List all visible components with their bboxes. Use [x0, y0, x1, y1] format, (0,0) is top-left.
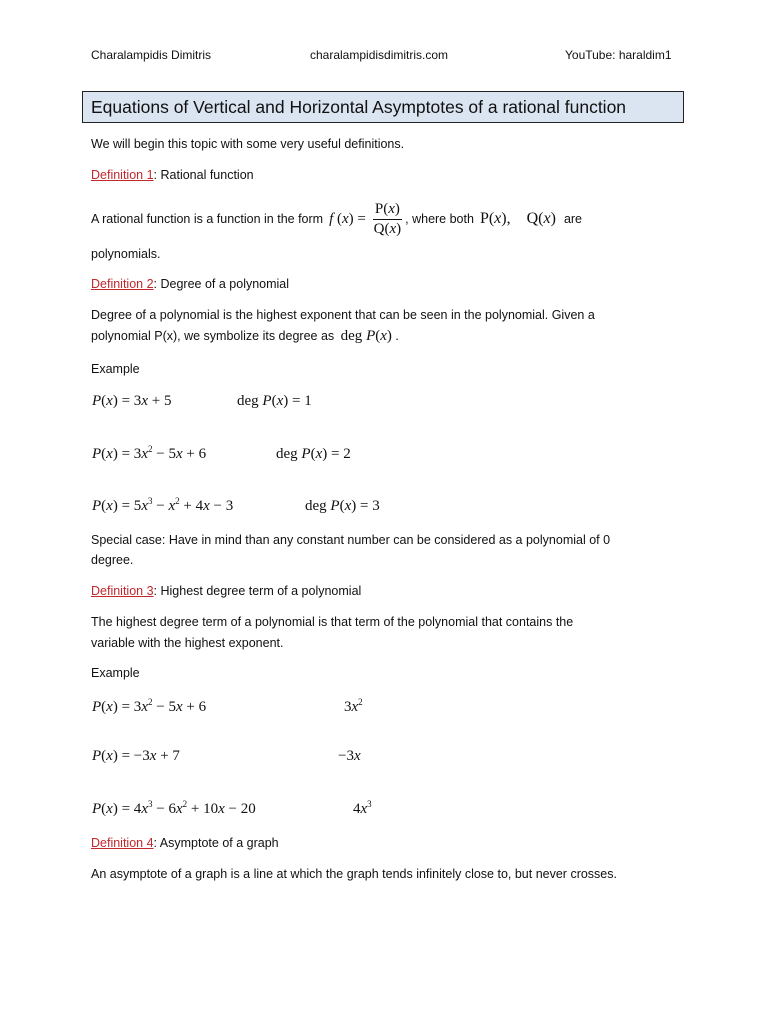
example-degree-2: deg P(x) = 2 — [276, 446, 351, 462]
special-case-line1: Special case: Have in mind than any constant number can be considered as a polynomial of 0 — [91, 533, 611, 547]
definition-2-heading — [91, 277, 289, 291]
def3-line1: The highest degree term of a polynomial is that term of the polynomial that contains the — [91, 615, 574, 629]
page-title: Equations of Vertical and Horizontal Asymptotes of a rational function — [91, 97, 627, 117]
def1-text-before: A rational function is a function in the form — [91, 212, 324, 226]
example-poly-5: P(x) = −3x + 7 — [92, 748, 180, 764]
def1-text-middle: , where both — [405, 212, 474, 226]
example-poly-4: $P(x) = 3x^2 - 5x + 6$ — [92, 697, 207, 715]
def4-text: An asymptote of a graph is a line at which the graph tends infinitely close to, but never crosses. — [91, 867, 617, 881]
polynomials-px-qx: P(x), Q(x) — [479, 210, 556, 227]
highest-term-1: $3x^2$ — [344, 697, 363, 715]
example-label-1: Example — [91, 362, 140, 376]
def2-line1: Degree of a polynomial is the highest exponent that can be seen in the polynomial. Given a — [91, 308, 595, 322]
header-youtube: YouTube: haraldim1 — [565, 48, 672, 62]
definition-3-label: Definition 3 — [91, 584, 154, 598]
example-poly-3: $P(x) = 5x^3 - x^2 + 4x - 3$ — [92, 496, 234, 514]
definition-2-label: Definition 2 — [91, 277, 154, 291]
definition-1-text — [91, 196, 582, 242]
highest-term-3: $4x^3$ — [353, 799, 372, 817]
definition-2-name: : Degree of a polynomial — [153, 277, 290, 291]
special-case-line2: degree. — [91, 553, 134, 567]
definition-1-label: Definition 1 — [91, 168, 154, 182]
example-degree-1: deg P(x) = 1 — [237, 393, 312, 409]
example-degree-3: deg P(x) = 3 — [305, 498, 380, 514]
def1-text-cont: polynomials. — [91, 247, 161, 261]
highest-term-2: −3x — [338, 748, 361, 764]
example-poly-2: $P(x) = 3x^2 - 5x + 6$ — [92, 444, 207, 462]
definition-3-heading — [91, 584, 361, 598]
definition-1-name: : Rational function — [153, 168, 254, 182]
definition-4-name: : Asymptote of a graph — [153, 836, 279, 850]
intro-text: We will begin this topic with some very useful definitions. — [91, 137, 405, 151]
header-author: Charalampidis Dimitris — [91, 48, 212, 62]
deg-px-notation: deg P(x) — [340, 328, 392, 344]
def3-line2: variable with the highest exponent. — [91, 636, 284, 650]
example-label-2: Example — [91, 666, 140, 680]
definition-1-heading — [91, 168, 254, 182]
definition-4-heading — [91, 836, 279, 850]
def1-text-after: are — [563, 212, 583, 226]
rational-function-formula: f ( x ) = $\frac{P(x)}{Q(x)}$ — [329, 200, 402, 237]
example-poly-1: P(x) = 3x + 5 — [92, 393, 172, 409]
header-website: charalampidisdimitris.com — [310, 48, 449, 62]
def2-line2: polynomial P(x), we symbolize its degree as deg P(x) . — [91, 328, 399, 344]
definition-3-name: : Highest degree term of a polynomial — [153, 584, 362, 598]
title-box — [82, 91, 684, 123]
example-poly-6: $P(x) = 4x^3 - 6x^2 + 10x - 20$ — [92, 799, 256, 817]
definition-4-label: Definition 4 — [91, 836, 154, 850]
